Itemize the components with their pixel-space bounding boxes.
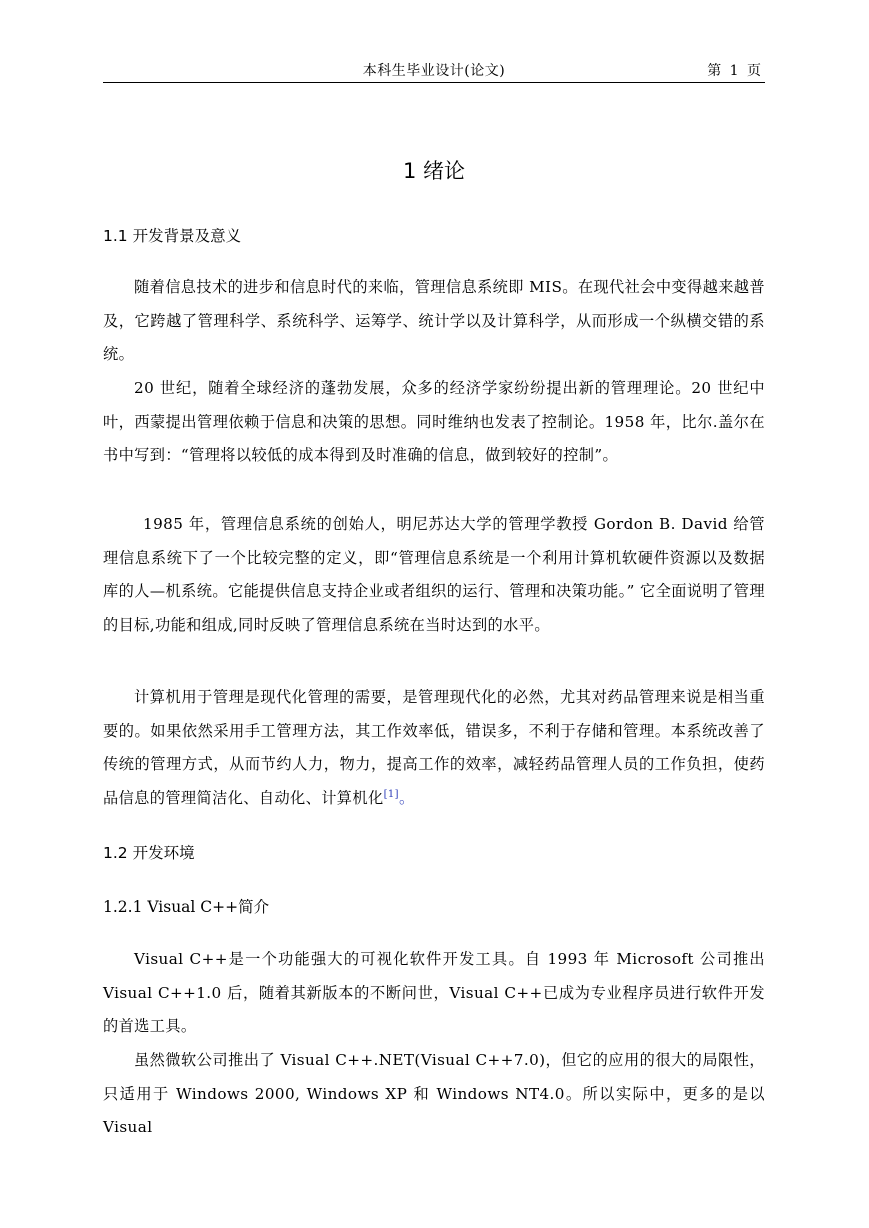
citation-link[interactable]: [1] xyxy=(383,788,399,800)
paragraph-2: 20 世纪，随着全球经济的蓬勃发展，众多的经济学家纷纷提出新的管理理论。20 世纪中叶，西蒙提出管理依赖于信息和决策的思想。同时维纳也发表了控制论。1958 年，比尔.盖尔在书中写到：“管理将以较低的成本得到及时准确的信息，做到较好的控制”。 xyxy=(103,379,765,465)
chapter-title: 1 绪论 xyxy=(402,159,466,183)
section-heading-1-1: 1.1 开发背景及意义 xyxy=(103,227,242,245)
paragraph-3: 1985 年，管理信息系统的创始人，明尼苏达大学的管理学教授 Gordon B. David 给管理信息系统下了一个比较完整的定义，即“管理信息系统是一个利用计算机软硬件资源以及数据库的人—机系统。它能提供信息支持企业或者组织的运行、管理和决策功能。” 它全面说明了管理的目标,功能和组成,同时反映了管理信息系统在当时达到的水平。 xyxy=(103,515,765,634)
header-title: 本科生毕业设计(论文) xyxy=(362,63,506,79)
paragraph-1: 随着信息技术的进步和信息时代的来临，管理信息系统即 MIS。在现代社会中变得越来越普及，它跨越了管理科学、系统科学、运筹学、统计学以及计算科学，从而形成一个纵横交错的系统。 xyxy=(103,278,765,364)
paragraph-4-end: 。 xyxy=(398,788,415,807)
section-heading-1-2: 1.2 开发环境 xyxy=(103,844,195,862)
paragraph-4-text: 计算机用于管理是现代化管理的需要，是管理现代化的必然，尤其对药品管理来说是相当重要的。如果依然采用手工管理方法，其工作效率低，错误多，不利于存储和管理。本系统改善了传统的管理方式，从而节约人力，物力，提高工作的效率，减轻药品管理人员的工作负担，使药品信息的管理简洁化、自动化、计算机化 xyxy=(103,688,765,807)
paragraph-4 xyxy=(103,681,765,815)
section-heading-1-2-1: 1.2.1 Visual C++简介 xyxy=(103,898,270,916)
paragraph-6: 虽然微软公司推出了 Visual C++.NET(Visual C++7.0)，但它的应用的很大的局限性，只适用于 Windows 2000, Windows XP 和 Windows NT4.0。所以实际中，更多的是以 Visual xyxy=(103,1051,765,1137)
header-page-number: 第 1 页 xyxy=(707,63,761,79)
page-header xyxy=(103,60,765,83)
paragraph-5: Visual C++是一个功能强大的可视化软件开发工具。自 1993 年 Microsoft 公司推出 Visual C++1.0 后，随着其新版本的不断问世，Visual C++已成为专业程序员进行软件开发的首选工具。 xyxy=(103,950,765,1036)
